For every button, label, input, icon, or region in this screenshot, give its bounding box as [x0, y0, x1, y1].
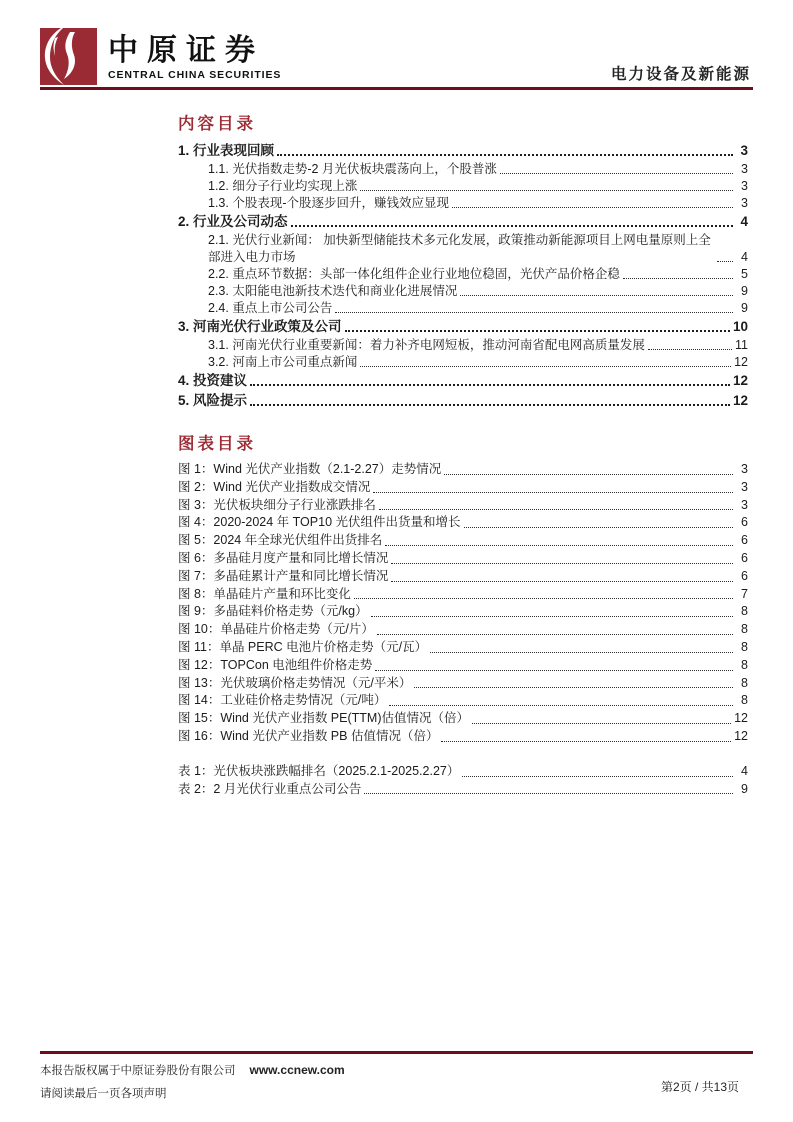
toc-leader-dots [452, 207, 733, 208]
toc-leader-dots [335, 312, 733, 313]
toc-entry-page: 3 [741, 179, 748, 193]
toc-entry[interactable] [178, 639, 748, 657]
toc-entry-label: 图 9：多晶硅料价格走势（元/kg） [178, 604, 368, 619]
toc-entry[interactable] [178, 497, 748, 515]
toc-entry[interactable] [178, 479, 748, 497]
phoenix-brush-icon [40, 28, 97, 85]
toc-leader-dots [377, 634, 733, 635]
toc-entry-label: 图 14：工业硅价格走势情况（元/吨） [178, 693, 387, 708]
company-name-english: CENTRAL CHINA SECURITIES [108, 69, 282, 81]
toc-entry-label: 5. 风险提示 [178, 393, 248, 408]
toc-entry-page: 3 [741, 479, 748, 494]
toc-entry-page: 11 [735, 338, 748, 352]
toc-entry[interactable] [178, 232, 748, 266]
toc-entry-label: 2.2. 重点环节数据：头部一体化组件企业行业地位稳固，光伏产品价格企稳 [208, 267, 620, 281]
toc-entry-label: 图 10：单晶硅片价格走势（元/片） [178, 622, 374, 637]
toc-leader-dots [360, 190, 733, 191]
toc-entry-page: 9 [741, 301, 748, 315]
toc-entry[interactable] [178, 178, 748, 195]
toc-entry[interactable] [178, 675, 748, 693]
toc-entry-page: 12 [734, 728, 748, 743]
toc-entry[interactable] [178, 532, 748, 550]
toc-entry-page: 4 [740, 214, 748, 229]
company-logo-icon [40, 28, 97, 85]
toc-list [178, 141, 748, 411]
toc-leader-dots [371, 616, 733, 617]
toc-leader-dots [717, 261, 733, 262]
figure-list [178, 461, 748, 746]
toc-entry-label: 2. 行业及公司动态 [178, 214, 288, 229]
toc-entry[interactable] [178, 728, 748, 746]
toc-entry-label: 图 5：2024 年全球光伏组件出货排名 [178, 533, 383, 548]
toc-entry[interactable] [178, 568, 748, 586]
toc-entry[interactable] [178, 391, 748, 411]
toc-leader-dots [379, 509, 733, 510]
toc-entry[interactable] [178, 621, 748, 639]
toc-entry[interactable] [178, 337, 748, 354]
toc-leader-dots [441, 741, 731, 742]
toc-entry-label: 图 4：2020-2024 年 TOP10 光伏组件出货量和增长 [178, 515, 461, 530]
toc-content [178, 110, 748, 798]
toc-entry[interactable] [178, 371, 748, 391]
toc-entry-page: 8 [741, 675, 748, 690]
toc-leader-dots [385, 545, 733, 546]
toc-entry-page: 12 [734, 711, 748, 726]
footer-copyright-line [40, 1062, 753, 1078]
toc-entry-label: 2.4. 重点上市公司公告 [208, 301, 333, 315]
toc-entry[interactable] [178, 195, 748, 212]
toc-leader-dots [500, 173, 733, 174]
toc-entry-label: 2.3. 太阳能电池新技术迭代和商业化进展情况 [208, 284, 458, 298]
report-footer [40, 1051, 753, 1101]
toc-entry-page: 6 [741, 568, 748, 583]
website-link[interactable]: www.ccnew.com [249, 1063, 345, 1077]
toc-entry-page: 12 [734, 355, 748, 369]
toc-entry-page: 12 [732, 393, 748, 408]
toc-entry-page: 5 [741, 267, 748, 281]
toc-entry[interactable] [178, 161, 748, 178]
toc-entry-page: 10 [732, 319, 748, 334]
toc-entry[interactable] [178, 317, 748, 337]
toc-entry[interactable] [178, 586, 748, 604]
toc-entry-label: 图 6：多晶硅月度产量和同比增长情况 [178, 550, 389, 565]
toc-leader-dots [250, 384, 730, 386]
copyright-text: 本报告版权属于中原证券股份有限公司 [40, 1065, 236, 1077]
toc-entry-page: 8 [741, 622, 748, 637]
toc-leader-dots [648, 349, 732, 350]
toc-entry-page: 4 [741, 250, 748, 264]
disclaimer-text: 请阅读最后一页各项声明 [40, 1088, 167, 1100]
toc-heading: 内容目录 [178, 114, 256, 133]
toc-entry-page: 3 [741, 196, 748, 210]
toc-entry[interactable] [178, 692, 748, 710]
toc-entry-label: 图 16：Wind 光伏产业指数 PB 估值情况（倍） [178, 728, 439, 743]
toc-entry[interactable] [178, 710, 748, 728]
toc-entry-label: 3. 河南光伏行业政策及公司 [178, 319, 342, 334]
table-list [178, 763, 748, 799]
toc-entry-label: 3.2. 河南上市公司重点新闻 [208, 355, 358, 369]
toc-leader-dots [472, 723, 731, 724]
toc-leader-dots [373, 492, 733, 493]
toc-leader-dots [277, 154, 733, 156]
toc-leader-dots [462, 776, 733, 777]
figures-heading: 图表目录 [178, 434, 256, 453]
toc-entry-page: 3 [740, 143, 748, 158]
report-category: 电力设备及新能源 [610, 66, 751, 83]
toc-entry-page: 9 [741, 284, 748, 298]
toc-entry-label: 图 3：光伏板块细分子行业涨跌排名 [178, 497, 376, 512]
toc-entry-label: 表 2：2 月光伏行业重点公司公告 [178, 781, 362, 796]
toc-entry-page: 7 [741, 586, 748, 601]
toc-leader-dots [250, 404, 730, 406]
toc-entry-page: 6 [741, 515, 748, 530]
toc-leader-dots [389, 705, 733, 706]
toc-entry-label: 图 8：单晶硅片产量和环比变化 [178, 586, 351, 601]
toc-entry-page: 8 [741, 693, 748, 708]
toc-entry[interactable] [178, 550, 748, 568]
toc-entry[interactable] [178, 283, 748, 300]
toc-entry-label: 图 12：TOPCon 电池组件价格走势 [178, 657, 373, 672]
toc-leader-dots [391, 581, 733, 582]
toc-leader-dots [391, 563, 733, 564]
toc-leader-dots [291, 225, 733, 227]
toc-entry[interactable] [178, 763, 748, 781]
toc-entry[interactable] [178, 354, 748, 371]
toc-leader-dots [364, 793, 733, 794]
toc-leader-dots [460, 295, 733, 296]
toc-leader-dots [354, 598, 733, 599]
toc-entry-page: 8 [741, 657, 748, 672]
toc-leader-dots [414, 687, 733, 688]
toc-entry-page: 3 [741, 497, 748, 512]
toc-leader-dots [345, 330, 730, 332]
toc-entry-page: 3 [741, 162, 748, 176]
toc-entry-label: 4. 投资建议 [178, 373, 248, 388]
toc-entry[interactable] [178, 266, 748, 283]
toc-entry-page: 3 [741, 462, 748, 476]
toc-entry-label: 1. 行业表现回顾 [178, 143, 275, 158]
toc-entry-label: 表 1：光伏板块涨跌幅排名（2025.2.1-2025.2.27） [178, 763, 460, 778]
toc-entry-label: 1.1. 光伏指数走势-2 月光伏板块震荡向上，个股普涨 [208, 162, 497, 176]
toc-leader-dots [464, 527, 734, 528]
toc-entry-label: 图 15：Wind 光伏产业指数 PE(TTM)估值情况（倍） [178, 711, 469, 726]
page-indicator: 第2页 / 共13页 [660, 1080, 739, 1094]
toc-entry-label: 1.2. 细分子行业均实现上涨 [208, 179, 358, 193]
toc-entry-label: 2.1. 光伏行业新闻： 加快新型储能技术多元化发展，政策推动新能源项目上网电量原则上全部进入电力市场 [208, 233, 711, 264]
toc-entry-label: 图 2：Wind 光伏产业指数成交情况 [178, 479, 371, 494]
toc-entry-label: 图 13：光伏玻璃价格走势情况（元/平米） [178, 675, 412, 690]
toc-entry-page: 12 [732, 373, 748, 388]
toc-entry[interactable] [178, 141, 748, 161]
toc-entry-page: 8 [741, 639, 748, 654]
toc-leader-dots [430, 652, 733, 653]
toc-entry[interactable] [178, 212, 748, 232]
toc-entry[interactable] [178, 300, 748, 317]
toc-leader-dots [360, 366, 731, 367]
company-name-chinese: 中原证券 [108, 34, 264, 67]
toc-entry[interactable] [178, 781, 748, 799]
company-logo-text [108, 28, 281, 81]
toc-entry-label: 图 7：多晶硅累计产量和同比增长情况 [178, 568, 389, 583]
toc-entry-label: 3.1. 河南光伏行业重要新闻：着力补齐电网短板，推动河南省配电网高质量发展 [208, 338, 645, 352]
toc-entry[interactable] [178, 514, 748, 532]
toc-entry-page: 9 [741, 781, 748, 796]
toc-entry-label: 图 1：Wind 光伏产业指数（2.1-2.27）走势情况 [178, 462, 442, 476]
toc-leader-dots [444, 474, 733, 475]
toc-entry-page: 6 [741, 533, 748, 548]
toc-entry[interactable] [178, 461, 748, 479]
header-divider [40, 87, 753, 90]
toc-entry-page: 6 [741, 550, 748, 565]
toc-entry[interactable] [178, 657, 748, 675]
toc-leader-dots [623, 278, 733, 279]
toc-leader-dots [375, 670, 733, 671]
toc-entry-label: 1.3. 个股表现-个股逐步回升，赚钱效应显现 [208, 196, 449, 210]
toc-entry[interactable] [178, 603, 748, 621]
report-header [40, 28, 753, 88]
toc-entry-page: 8 [741, 604, 748, 619]
toc-entry-page: 4 [741, 763, 748, 778]
toc-entry-label: 图 11：单晶 PERC 电池片价格走势（元/瓦） [178, 639, 428, 654]
